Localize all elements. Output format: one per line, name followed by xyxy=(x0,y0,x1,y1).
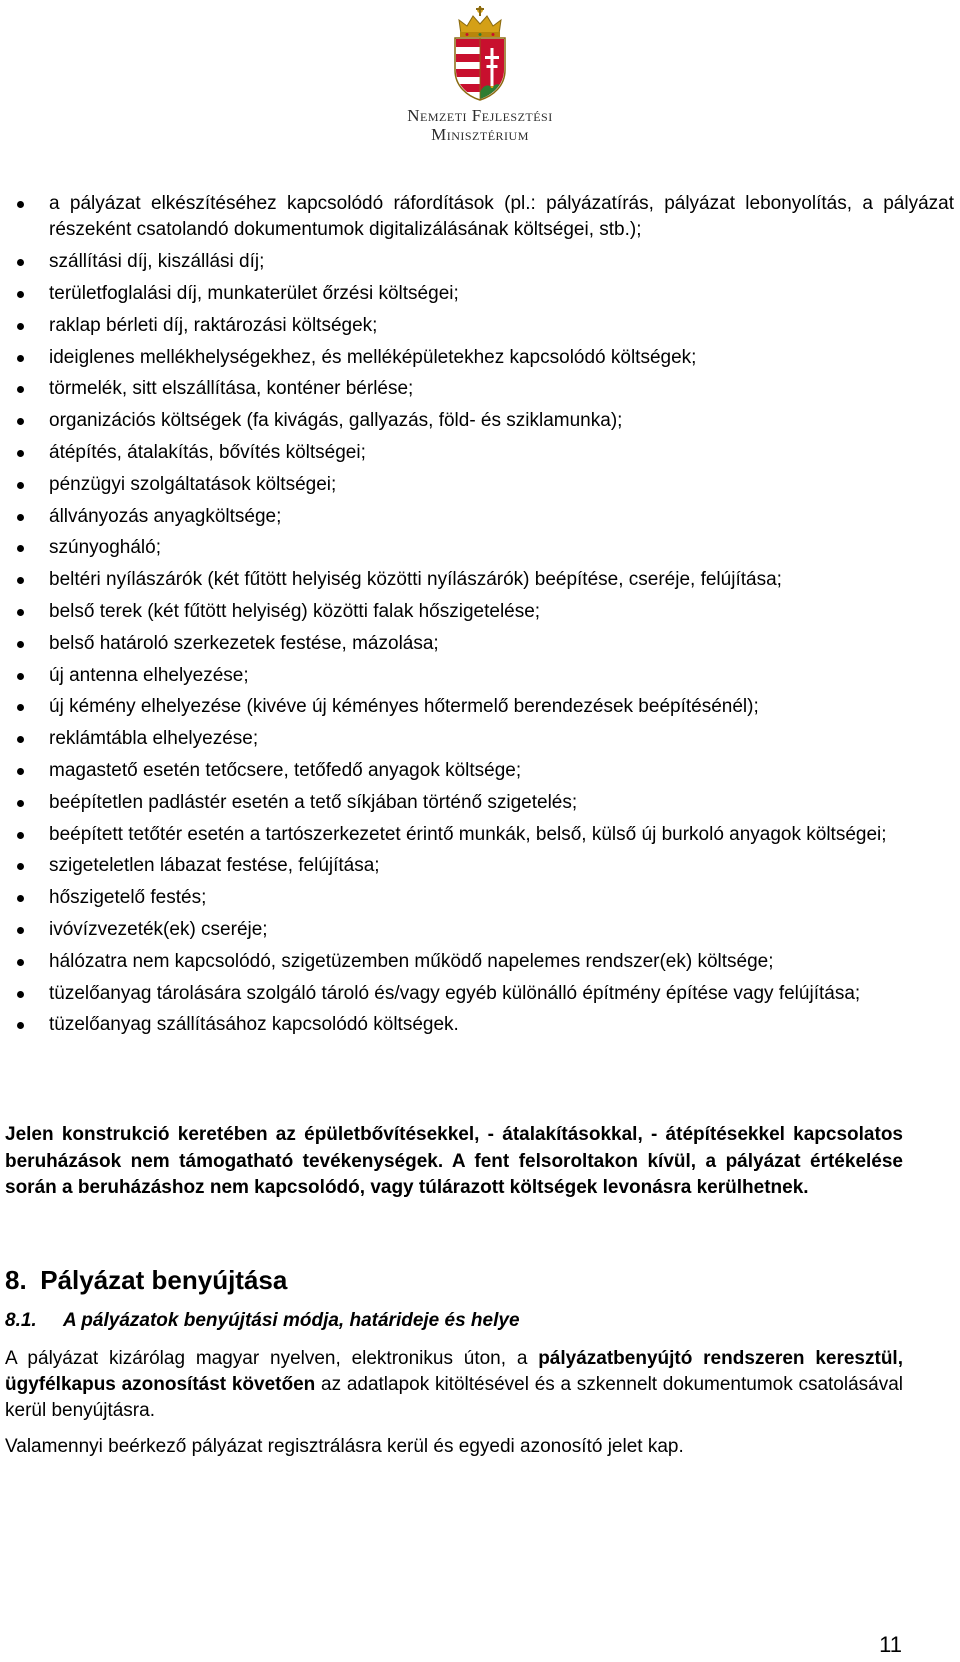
bullet-icon xyxy=(17,291,24,298)
bullet-icon xyxy=(17,863,24,870)
bullet-icon xyxy=(17,386,24,393)
bullet-icon xyxy=(17,577,24,584)
eligible-cost-list xyxy=(0,191,960,1044)
list-item xyxy=(0,694,957,720)
list-item xyxy=(0,631,957,657)
list-item-text: tüzelőanyag tárolására szolgáló tároló és/vagy egyéb különálló építmény építése vagy felújítása; xyxy=(49,982,861,1004)
subsection-number: 8.1. xyxy=(5,1310,37,1331)
bullet-icon xyxy=(17,991,24,998)
bullet-icon xyxy=(17,514,24,521)
list-item-text: belső terek (két fűtött helyiség) közötti falak hőszigetelése; xyxy=(49,600,541,622)
bullet-icon xyxy=(17,545,24,552)
page-header xyxy=(0,4,960,144)
section-number: 8. xyxy=(5,1265,27,1295)
ministry-name xyxy=(0,106,960,144)
list-item xyxy=(0,599,957,625)
list-item-text: szúnyogháló; xyxy=(49,537,161,559)
bullet-icon xyxy=(17,736,24,743)
subsection-heading xyxy=(5,1308,520,1334)
bullet-icon xyxy=(17,800,24,807)
list-item xyxy=(0,1012,957,1038)
list-item xyxy=(0,504,957,530)
bullet-icon xyxy=(17,259,24,266)
bullet-icon xyxy=(17,959,24,966)
list-item xyxy=(0,949,957,975)
list-item-text: pénzügyi szolgáltatások költségei; xyxy=(49,473,337,495)
list-item xyxy=(0,567,957,593)
list-item-text: organizációs költségek (fa kivágás, gallyazás, föld- és sziklamunka); xyxy=(49,410,623,432)
ministry-name-line1: Nemzeti Fejlesztési xyxy=(407,106,553,125)
list-item-text: szállítási díj, kiszállási díj; xyxy=(49,251,265,273)
page-number: 11 xyxy=(879,1632,902,1657)
bullet-icon xyxy=(17,418,24,425)
bullet-icon xyxy=(17,355,24,362)
bullet-icon xyxy=(17,832,24,839)
list-item-text: beépített tetőtér esetén a tartószerkezetet érintő munkák, belső, külső új burkoló anyagok költségei; xyxy=(49,823,887,845)
bullet-icon xyxy=(17,609,24,616)
list-item xyxy=(0,408,957,434)
bullet-icon xyxy=(17,641,24,648)
list-item-text: szigeteletlen lábazat festése, felújítása; xyxy=(49,855,380,877)
list-item xyxy=(0,472,957,498)
list-item xyxy=(0,535,957,561)
ineligible-notice: Jelen konstrukció keretében az épületbővítésekkel, - átalakításokkal, - átépítésekkel kapcsolatos beruházások nem támogatható tevékenységek. A fent felsoroltakon kívül, a pályázat értékelése során a beruházáshoz nem kapcsolódó, vagy túlárazott költségek levonásra kerülhetnek. xyxy=(5,1124,903,1199)
list-item xyxy=(0,790,957,816)
bullet-icon xyxy=(17,704,24,711)
submission-text-part1: A pályázat kizárólag magyar nyelven, elektronikus úton, a xyxy=(5,1348,539,1369)
list-item-text: beltéri nyílászárók (két fűtött helyiség közötti nyílászárók) beépítése, cseréje, felújítása; xyxy=(49,569,782,591)
bullet-icon xyxy=(17,450,24,457)
list-item xyxy=(0,281,957,307)
list-item xyxy=(0,981,957,1007)
list-item xyxy=(0,440,957,466)
list-item-text: reklámtábla elhelyezése; xyxy=(49,728,259,750)
list-item-text: területfoglalási díj, munkaterület őrzési költségei; xyxy=(49,283,459,304)
bullet-icon xyxy=(17,768,24,775)
list-item-text: tüzelőanyag szállításához kapcsolódó költségek. xyxy=(49,1014,459,1036)
list-item xyxy=(0,726,957,752)
list-item xyxy=(0,822,957,848)
list-item-text: a pályázat elkészítéséhez kapcsolódó ráfordítások (pl.: pályázatírás, pályázat lebonyolítás, a pályázat részeként csatolandó dokumentumok digitalizálásának költségei, stb.); xyxy=(49,193,954,241)
list-item-text: magastető esetén tetőcsere, tetőfedő anyagok költsége; xyxy=(49,759,522,781)
submission-text-part2: az adatlapok kitöltésével és a szkennelt dokumentumok csatolásával kerül benyújtásra. xyxy=(5,1374,904,1422)
list-item-text: raklap bérleti díj, raktározási költségek; xyxy=(49,314,378,336)
ministry-name-line2: Minisztérium xyxy=(431,125,529,144)
list-item xyxy=(0,249,957,275)
registration-paragraph: Valamennyi beérkező pályázat regisztrálásra kerül és egyedi azonosító jelet kap. xyxy=(5,1436,684,1457)
bullet-icon xyxy=(17,1022,24,1029)
bullet-icon xyxy=(17,482,24,489)
bullet-icon xyxy=(17,927,24,934)
subsection-title: A pályázatok benyújtási módja, határideje és helye xyxy=(63,1310,520,1331)
submission-text-bold: pályázatbenyújtó rendszeren keresztül, ügyfélkapus azonosítást követően xyxy=(5,1348,903,1396)
list-item-text: új antenna elhelyezése; xyxy=(49,664,249,686)
list-item xyxy=(0,345,957,371)
list-item xyxy=(0,376,957,402)
list-item-text: állványozás anyagköltsége; xyxy=(49,505,282,527)
list-item-text: új kémény elhelyezése (kivéve új kéményes hőtermelő berendezések beépítésénél); xyxy=(49,696,759,718)
submission-paragraph xyxy=(5,1346,903,1425)
list-item-text: átépítés, átalakítás, bővítés költségei; xyxy=(49,441,366,463)
section-heading xyxy=(5,1263,287,1297)
bullet-icon xyxy=(17,201,24,208)
list-item-text: beépítetlen padlástér esetén a tető síkjában történő szigetelés; xyxy=(49,791,578,813)
section-title: Pályázat benyújtása xyxy=(40,1265,288,1295)
list-item xyxy=(0,758,957,784)
list-item xyxy=(0,313,957,339)
list-item-text: hőszigetelő festés; xyxy=(49,887,207,909)
list-item xyxy=(0,917,957,943)
list-item-text: ivóvízvezeték(ek) cseréje; xyxy=(49,918,268,940)
bullet-icon xyxy=(17,673,24,680)
list-item xyxy=(0,663,957,689)
list-item-text: törmelék, sitt elszállítása, konténer bérlése; xyxy=(49,378,414,400)
list-item-text: belső határoló szerkezetek festése, mázolása; xyxy=(49,632,439,654)
list-item-text: hálózatra nem kapcsolódó, szigetüzemben működő napelemes rendszer(ek) költsége; xyxy=(49,950,774,972)
list-item xyxy=(0,853,957,879)
list-item xyxy=(0,191,957,244)
list-item xyxy=(0,885,957,911)
bullet-icon xyxy=(17,323,24,330)
hungarian-coat-of-arms-icon xyxy=(449,4,511,102)
list-item-text: ideiglenes mellékhelységekhez, és melléképületekhez kapcsolódó költségek; xyxy=(49,346,697,368)
bullet-icon xyxy=(17,895,24,902)
